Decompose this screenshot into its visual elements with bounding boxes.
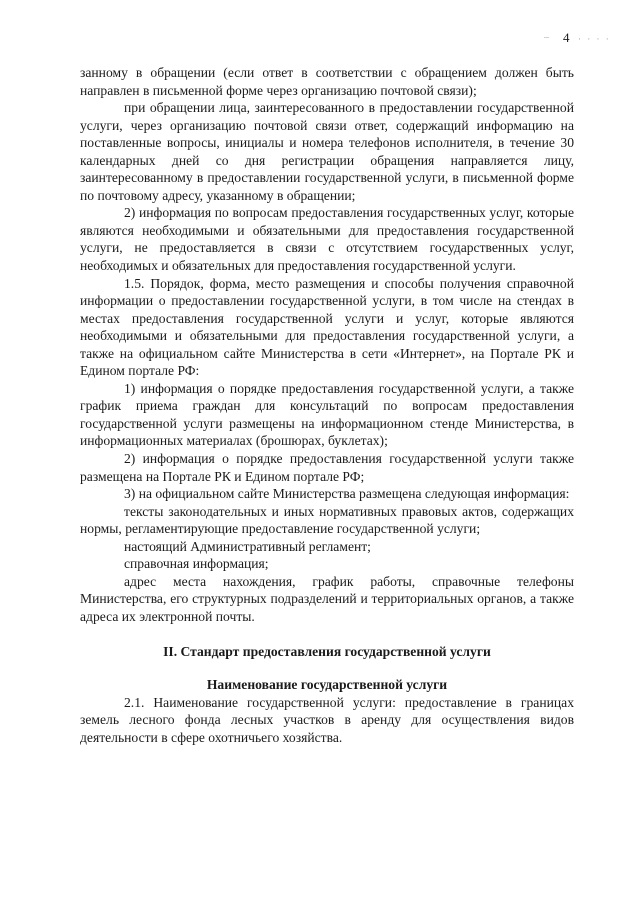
scan-mark: –	[544, 32, 549, 43]
paragraph: тексты законодательных и иных нормативных правовых актов, содержащих нормы, регламентирующие предоставление государственной услуги;	[80, 503, 574, 537]
paragraph: 1.5. Порядок, форма, место размещения и способы получения справочной информации о предоставлении государственной услуги, в том числе на стендах в местах предоставления государственной услуги и услуг, которые являются необходимыми и обязательными для предоставления государственной услуги, а также на официальном сайте Министерства в сети «Интернет», на Портале РК и Едином портале РФ:	[80, 275, 574, 379]
subsection-heading: Наименование государственной услуги	[206, 677, 448, 693]
paragraph-group-bottom	[80, 694, 574, 747]
paragraph: настоящий Административный регламент;	[124, 538, 371, 554]
paragraph: справочная информация;	[124, 556, 269, 572]
paragraph: 3) на официальном сайте Министерства размещена следующая информация:	[124, 486, 570, 502]
paragraph: занному в обращении (если ответ в соответствии с обращением должен быть направлен в письменной форме через организацию почтовой связи);	[80, 65, 574, 98]
page-number: 4	[563, 30, 570, 45]
paragraph: 2) информация по вопросам предоставления государственных услуг, которые являются необходимыми и обязательными для предоставления государственной услуги, не предоставляется в связи с отсутствием государственных услуг, необходимых и обязательных для предоставления государственной услуги.	[80, 205, 574, 274]
paragraph: 1) информация о порядке предоставления государственной услуги, а также график приема граждан для консультаций по вопросам предоставления государственной услуги размещены на информационном стенде Министерства, в информационных материалах (брошюрах, буклетах);	[80, 380, 574, 449]
paragraph: 2.1. Наименование государственной услуги: предоставление в границах земель лесного фонда лесных участков в аренду для осуществления видов деятельности в сфере охотничьего хозяйства.	[80, 694, 574, 745]
section-heading: II. Стандарт предоставления государственной услуги	[163, 643, 491, 659]
scan-dots: · · · ·	[578, 34, 611, 44]
document-body	[80, 64, 574, 746]
paragraph: адрес места нахождения, график работы, справочные телефоны Министерства, его структурных подразделений и территориальных органов, а также адреса их электронной почты.	[80, 573, 574, 624]
paragraph: 2) информация о порядке предоставления государственной услуги также размещена на Портале РК и Едином портале РФ;	[80, 451, 574, 484]
paragraph: при обращении лица, заинтересованного в предоставлении государственной услуги, через организацию почтовой связи ответ, содержащий информацию на поставленные вопросы, инициалы и номера телефонов исполнителя, в течение 30 календарных дней со дня регистрации обращения направляется лицу, заинтересованному в предоставлении государственной услуги, в письменной форме по почтовому адресу, указанному в обращении;	[80, 100, 574, 203]
paragraph-group-top	[80, 64, 574, 626]
